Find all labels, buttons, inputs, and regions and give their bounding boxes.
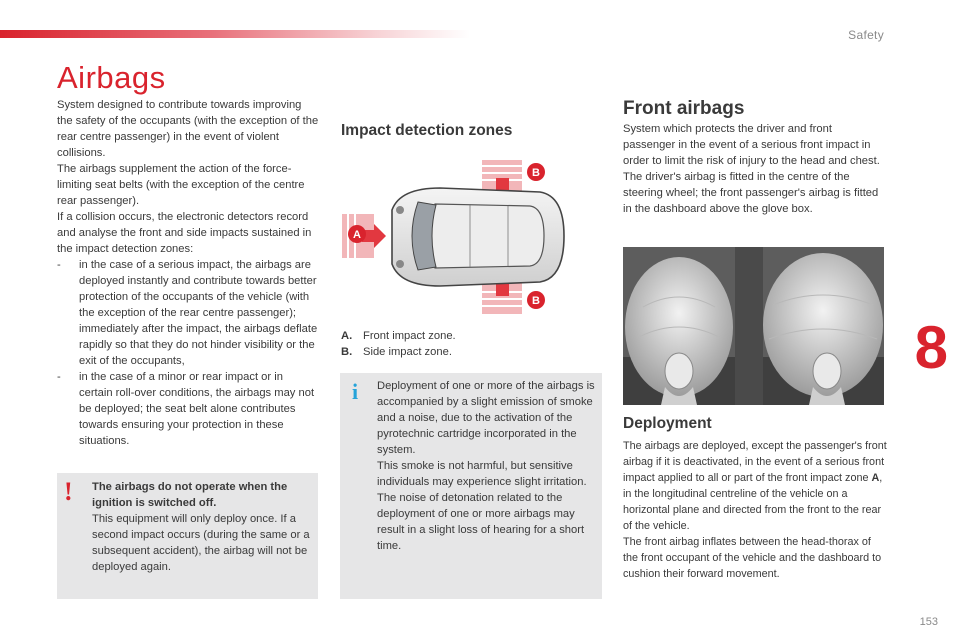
- intro-column: [57, 97, 319, 449]
- intro-paragraph: The airbags supplement the action of the force-limiting seat belts (with the exception of the centre rear passenger).: [57, 163, 305, 207]
- warning-heading: The airbags do not operate when the ignition is switched off.: [92, 481, 288, 509]
- front-airbags-illustration: [623, 247, 884, 405]
- legend-text: Front impact zone.: [363, 330, 456, 342]
- info-icon: i: [352, 379, 359, 404]
- car-top-view: [392, 188, 564, 286]
- warning-text: This equipment will only deploy once. If a second impact occurs (during the same or a subsequent accident), the airbag will not be deployed again.: [92, 513, 310, 573]
- zone-reference: A: [871, 472, 880, 484]
- intro-bullet: - in the case of a minor or rear impact or in certain roll-over conditions, the airbags may not be deployed; the seat belt alone contributes towards ensuring your protection in these situations.: [57, 369, 319, 449]
- front-paragraph: The driver's airbag is fitted in the centre of the steering wheel; the front passenger's airbag is fitted in the dashboard above the glove box.: [623, 171, 879, 215]
- intro-bullet-list: [57, 257, 319, 449]
- header-accent-bar: [0, 30, 470, 38]
- info-paragraph: Deployment of one or more of the airbags is accompanied by a slight emission of smoke and a noise, due to the activation of the pyrotechnic cartridge incorporated in the system.: [377, 380, 595, 456]
- label-a: A: [353, 229, 361, 241]
- impact-zones-heading: Impact detection zones: [341, 122, 513, 139]
- deployment-paragraph: The front airbag inflates between the head-thorax of the front occupant of the vehicle and the dashboard to cushion their forward movement.: [623, 536, 882, 580]
- impact-legend: [341, 328, 591, 360]
- label-b-top: B: [532, 167, 540, 179]
- legend-key: A.: [341, 330, 353, 342]
- info-paragraph: The noise of detonation related to the deployment of one or more airbags may result in a slight loss of hearing for a short time.: [377, 492, 585, 552]
- section-label: Safety: [848, 28, 884, 42]
- label-marker-a: [348, 225, 366, 243]
- info-paragraph: This smoke is not harmful, but sensitive individuals may experience slight irritation.: [377, 460, 587, 488]
- warning-box: [57, 473, 318, 599]
- label-marker-b-top: [527, 163, 545, 181]
- intro-paragraph: If a collision occurs, the electronic detectors record and analyse the front and side impacts sustained in the impact detection zones:: [57, 211, 312, 255]
- intro-bullet: - in the case of a serious impact, the airbags are deployed instantly and contribute towards better protection of the occupants of the vehicle (with the exception of the rear centre passenger); immediately after the impact, the airbags deflate rapidly so that they do not hinder visibility or the exit of the occupants,: [57, 257, 319, 369]
- legend-row: [341, 328, 591, 344]
- info-box: [340, 373, 602, 599]
- front-airbags-heading: Front airbags: [623, 98, 745, 119]
- front-airbags-column: [623, 121, 887, 217]
- page-number: 153: [919, 616, 938, 628]
- page-title: Airbags: [57, 60, 166, 95]
- warning-icon: !: [64, 477, 73, 506]
- deployment-column: [623, 438, 888, 582]
- deployment-heading: Deployment: [623, 415, 712, 432]
- legend-row: [341, 344, 591, 360]
- deployment-paragraph: The airbags are deployed, except the passenger's front airbag if it is deactivated, in the event of a serious front impact applied to all or part of the front impact zone A, in the longitudinal centreline of the vehicle on a horizontal plane and directed from the front to the rear of the vehicle.: [623, 440, 887, 532]
- chapter-number: 8: [914, 314, 948, 381]
- front-paragraph: System which protects the driver and front passenger in the event of a serious front impact in order to limit the risk of injury to the head and chest.: [623, 123, 880, 167]
- impact-zones-diagram: [340, 158, 570, 318]
- intro-paragraph: System designed to contribute towards improving the safety of the occupants (with the exception of the rear centre passenger) in the event of violent collisions.: [57, 99, 319, 159]
- legend-key: B.: [341, 346, 353, 358]
- legend-text: Side impact zone.: [363, 346, 452, 358]
- label-marker-b-bottom: [527, 291, 545, 309]
- label-b-bottom: B: [532, 295, 540, 307]
